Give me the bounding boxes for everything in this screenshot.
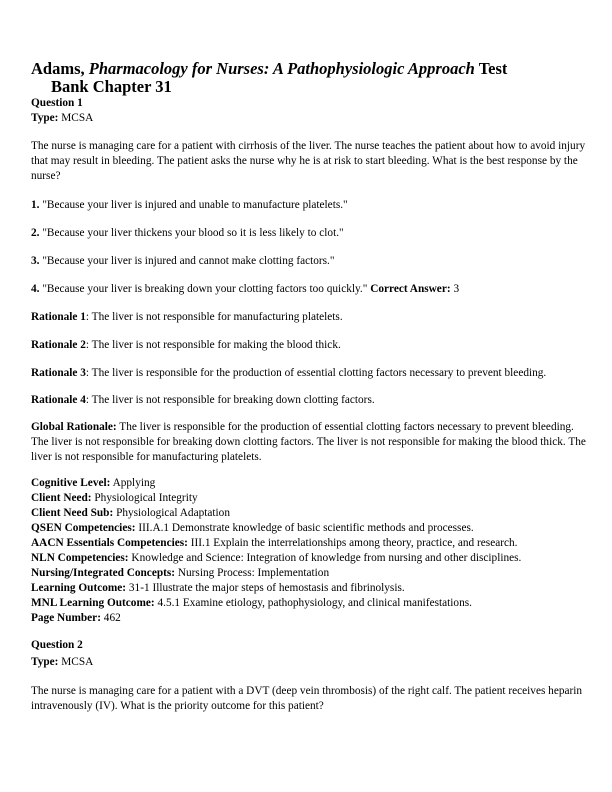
question-2-heading bbox=[31, 638, 591, 653]
question-1-type bbox=[31, 111, 591, 126]
meta-label: MNL Learning Outcome: bbox=[31, 597, 155, 609]
correct-answer-label: Correct Answer: bbox=[370, 283, 451, 295]
meta-label: Nursing/Integrated Concepts: bbox=[31, 567, 176, 579]
meta-label: Learning Outcome: bbox=[31, 582, 127, 594]
option-1 bbox=[31, 198, 591, 213]
type-label: Type: bbox=[31, 112, 59, 124]
option-4 bbox=[31, 282, 591, 297]
meta-label: Cognitive Level: bbox=[31, 477, 111, 489]
option-text: "Because your liver is breaking down your clotting factors too quickly." bbox=[42, 283, 368, 295]
question-1-metadata bbox=[31, 476, 591, 626]
option-num: 1. bbox=[31, 199, 40, 211]
question-1-stem: The nurse is managing care for a patient with cirrhosis of the liver. The nurse teaches the patient about how to avoid injury that may result in bleeding. The patient asks the nurse why he is at risk to start bleeding. What is the best response by the nurse? bbox=[31, 140, 586, 182]
meta-label: Page Number: bbox=[31, 612, 101, 624]
meta-value: III.1 Explain the interrelationships among theory, practice, and research. bbox=[190, 537, 518, 549]
correct-answer-value: 3 bbox=[453, 283, 460, 295]
rationale-text: : The liver is not responsible for making the blood thick. bbox=[85, 339, 341, 351]
meta-learning-outcome bbox=[31, 581, 591, 596]
global-rationale-text: The liver is responsible for the production of essential clotting factors necessary to prevent bleeding. The liver is not responsible for breaking down clotting factors. The liver is not responsible for making the blood thick. The liver is not responsible for manufacturing platelets. bbox=[31, 421, 586, 463]
option-text: "Because your liver is injured and cannot make clotting factors." bbox=[42, 255, 335, 267]
question-heading: Question 2 bbox=[31, 639, 83, 651]
meta-qsen bbox=[31, 521, 591, 536]
meta-value: Applying bbox=[112, 477, 156, 489]
meta-value: III.A.1 Demonstrate knowledge of basic scientific methods and processes. bbox=[138, 522, 474, 534]
rationale-text: : The liver is not responsible for manufacturing platelets. bbox=[85, 311, 343, 323]
title-line2: Bank Chapter 31 bbox=[51, 77, 172, 96]
type-label: Type: bbox=[31, 656, 59, 668]
question-heading: Question 1 bbox=[31, 97, 83, 109]
meta-value: Knowledge and Science: Integration of knowledge from nursing and other disciplines. bbox=[131, 552, 522, 564]
title-suffix: Test bbox=[478, 59, 508, 78]
document-title bbox=[31, 60, 591, 96]
option-text: "Because your liver is injured and unable to manufacture platelets." bbox=[42, 199, 348, 211]
title-book: Pharmacology for Nurses: A Pathophysiologic Approach bbox=[88, 59, 475, 78]
rationale-label: Rationale 4 bbox=[31, 394, 86, 406]
rationale-label: Rationale 3 bbox=[31, 367, 86, 379]
meta-value: Physiological Adaptation bbox=[116, 507, 230, 519]
meta-label: NLN Competencies: bbox=[31, 552, 129, 564]
option-num: 2. bbox=[31, 227, 40, 239]
meta-aacn bbox=[31, 536, 591, 551]
option-text: "Because your liver thickens your blood so it is less likely to clot." bbox=[42, 227, 344, 239]
rationale-label: Rationale 1 bbox=[31, 311, 86, 323]
meta-value: Physiological Integrity bbox=[94, 492, 198, 504]
meta-cognitive-level bbox=[31, 476, 591, 491]
meta-label: AACN Essentials Competencies: bbox=[31, 537, 188, 549]
option-2 bbox=[31, 226, 591, 241]
option-num: 4. bbox=[31, 283, 40, 295]
meta-value: 31-1 Illustrate the major steps of hemostasis and fibrinolysis. bbox=[128, 582, 405, 594]
meta-nln bbox=[31, 551, 591, 566]
meta-client-need bbox=[31, 491, 591, 506]
meta-client-need-sub bbox=[31, 506, 591, 521]
meta-label: Client Need: bbox=[31, 492, 92, 504]
meta-value: Nursing Process: Implementation bbox=[177, 567, 330, 579]
question-2-stem: The nurse is managing care for a patient with a DVT (deep vein thrombosis) of the right calf. The patient receives heparin intravenously (IV). What is the priority outcome for this patient? bbox=[31, 685, 583, 712]
rationale-text: : The liver is not responsible for breaking down clotting factors. bbox=[85, 394, 375, 406]
type-value: MCSA bbox=[61, 112, 94, 124]
type-value: MCSA bbox=[61, 656, 94, 668]
meta-label: Client Need Sub: bbox=[31, 507, 114, 519]
option-num: 3. bbox=[31, 255, 40, 267]
rationale-label: Rationale 2 bbox=[31, 339, 86, 351]
question-1-heading bbox=[31, 96, 591, 111]
rationale-text: : The liver is responsible for the production of essential clotting factors necessary to prevent bleeding. bbox=[85, 367, 547, 379]
rationale-3 bbox=[31, 366, 591, 381]
meta-label: QSEN Competencies: bbox=[31, 522, 136, 534]
option-3 bbox=[31, 254, 591, 269]
meta-mnl-outcome bbox=[31, 596, 591, 611]
rationale-1 bbox=[31, 310, 591, 325]
meta-nursing-concepts bbox=[31, 566, 591, 581]
question-2-type bbox=[31, 655, 591, 670]
global-rationale bbox=[31, 420, 591, 465]
meta-page-number bbox=[31, 611, 591, 626]
meta-value: 462 bbox=[103, 612, 121, 624]
meta-value: 4.5.1 Examine etiology, pathophysiology, and clinical manifestations. bbox=[157, 597, 472, 609]
rationale-4 bbox=[31, 393, 591, 408]
title-author: Adams, bbox=[31, 59, 85, 78]
rationale-2 bbox=[31, 338, 591, 353]
global-rationale-label: Global Rationale: bbox=[31, 421, 117, 433]
